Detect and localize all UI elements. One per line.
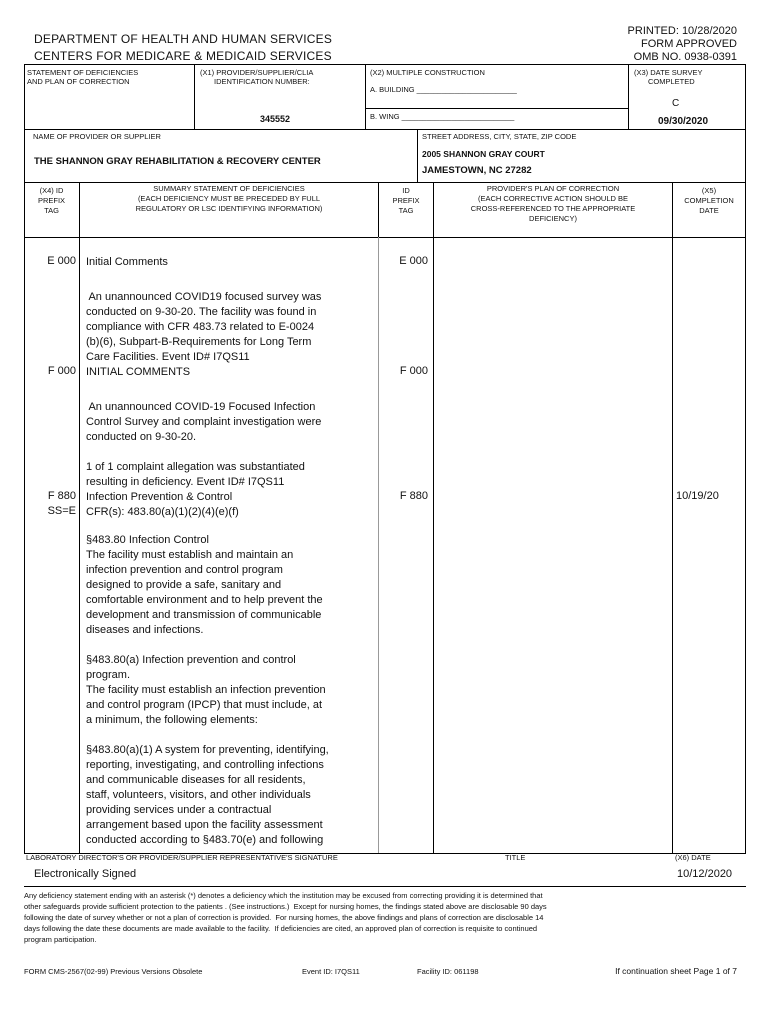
- tag-f000: F 000: [47, 365, 76, 377]
- printed-date: PRINTED: 10/28/2020: [627, 25, 737, 37]
- id-f880: F 880: [399, 490, 428, 502]
- f880-title: Infection Prevention & Control: [86, 491, 233, 503]
- agency-line-1: DEPARTMENT OF HEALTH AND HUMAN SERVICES: [34, 32, 333, 46]
- f000-comments: An unannounced COVID-19 Focused Infection Control Survey and complaint investigation were conducted on 9-30-20. 1 of 1 complaint allegation was substantiated resulting in deficiency. Event ID# I7QS11: [86, 401, 322, 488]
- x1-label-1: (X1) PROVIDER/SUPPLIER/CLIA: [200, 68, 314, 77]
- e000-comments: An unannounced COVID19 focused survey was conducted on 9-30-20. The facility was found in compliance with CFR 483.73 related to E-0024 (b)(6), Subpart-B-Requirements for Long Term Care Facilities. Event ID# I7QS11: [86, 291, 322, 363]
- f880-completion-date: 10/19/20: [676, 490, 719, 502]
- f880-cfr: CFR(s): 483.80(a)(1)(2)(4)(e)(f): [86, 506, 239, 518]
- x3-label-1: (X3) DATE SURVEY: [634, 68, 703, 77]
- x2-label: (X2) MULTIPLE CONSTRUCTION: [370, 68, 485, 77]
- address-label: STREET ADDRESS, CITY, STATE, ZIP CODE: [422, 132, 577, 141]
- provider-name-label: NAME OF PROVIDER OR SUPPLIER: [33, 132, 161, 141]
- id-e000: E 000: [399, 255, 428, 267]
- survey-type-code: C: [672, 98, 680, 109]
- x4-header: (X4) ID PREFIX TAG: [37, 186, 66, 215]
- deficiency-notice: Any deficiency statement ending with an asterisk (*) denotes a deficiency which the institution may be excused from correcting providing it is determined that other safeguards provide sufficient protection to the patients . (See instructions.) Except for nursing homes, the findings stated above are disclosable 90 days following the date of survey whether or not a plan of correction is provided. For nursing homes, the above findings and plans of correction are disclosable 14 days following the date these documents are made available to the facility. If deficiencies are cited, an approved plan of correction is requisite to continued program participation.: [24, 891, 547, 944]
- form-number: FORM CMS-2567(02-99) Previous Versions Obsolete: [24, 967, 203, 976]
- plan-header: PROVIDER'S PLAN OF CORRECTION (EACH CORRECTIVE ACTION SHOULD BE CROSS-REFERENCED TO THE APPROPRIATE DEFICIENCY): [470, 184, 636, 223]
- wing-label: B. WING ___________________________: [370, 112, 515, 121]
- provider-id-number: 345552: [260, 114, 291, 124]
- completion-header: (X5) COMPLETION DATE: [684, 186, 734, 215]
- id-prefix-header: ID PREFIX TAG: [392, 186, 420, 215]
- tag-f880: F 880: [47, 490, 76, 502]
- f880-regulation-text: §483.80 Infection Control The facility must establish and maintain an infection prevention and control program designed to provide a safe, sanitary and comfortable environment and to help prevent the development and transmission of communicable diseases and infections. §483.80(a) Infection prevention and control program. The facility must establish an infection prevention and control program (IPCP) that must include, at a minimum, the following elements: §483.80(a)(1) A system for preventing, identifying, reporting, investigating, and controlling infections and communicable diseases for all residents, staff, volunteers, visitors, and other individuals providing services under a contractual arrangement based upon the facility assessment conducted according to §483.70(e) and following: [86, 534, 329, 846]
- statement-label-1: STATEMENT OF DEFICIENCIES: [27, 68, 139, 77]
- footer-facility-id: Facility ID: 061198: [417, 967, 479, 976]
- footer-event-id: Event ID: I7QS11: [302, 967, 360, 976]
- form-approved: FORM APPROVED: [641, 38, 737, 50]
- survey-completed-date: 09/30/2020: [658, 116, 709, 127]
- x1-label-2: IDENTIFICATION NUMBER:: [214, 77, 310, 86]
- omb-number: OMB NO. 0938-0391: [633, 51, 737, 63]
- title-label: TITLE: [505, 853, 526, 862]
- statement-label-2: AND PLAN OF CORRECTION: [27, 77, 130, 86]
- signature-label: LABORATORY DIRECTOR'S OR PROVIDER/SUPPLIER REPRESENTATIVE'S SIGNATURE: [26, 853, 338, 862]
- tag-e000: E 000: [47, 255, 76, 267]
- summary-header: SUMMARY STATEMENT OF DEFICIENCIES (EACH DEFICIENCY MUST BE PRECEDED BY FULL REGULATORY OR LSC IDENTIFYING INFORMATION): [135, 184, 323, 213]
- page-number: If continuation sheet Page 1 of 7: [615, 966, 737, 976]
- signature-value: Electronically Signed: [34, 868, 137, 880]
- scope-severity: SS=E: [47, 505, 76, 517]
- f000-title: INITIAL COMMENTS: [86, 366, 191, 378]
- city-state-zip: JAMESTOWN, NC 27282: [422, 165, 532, 176]
- id-f000: F 000: [399, 365, 428, 377]
- signature-date: 10/12/2020: [677, 868, 733, 880]
- provider-name: THE SHANNON GRAY REHABILITATION & RECOVERY CENTER: [34, 156, 321, 167]
- e000-title: Initial Comments: [86, 256, 168, 268]
- x3-label-2: COMPLETED: [648, 77, 695, 86]
- building-label: A. BUILDING ________________________: [370, 85, 517, 94]
- agency-line-2: CENTERS FOR MEDICARE & MEDICAID SERVICES: [34, 49, 332, 63]
- x6-date-label: (X6) DATE: [675, 853, 711, 862]
- street-address: 2005 SHANNON GRAY COURT: [422, 149, 545, 159]
